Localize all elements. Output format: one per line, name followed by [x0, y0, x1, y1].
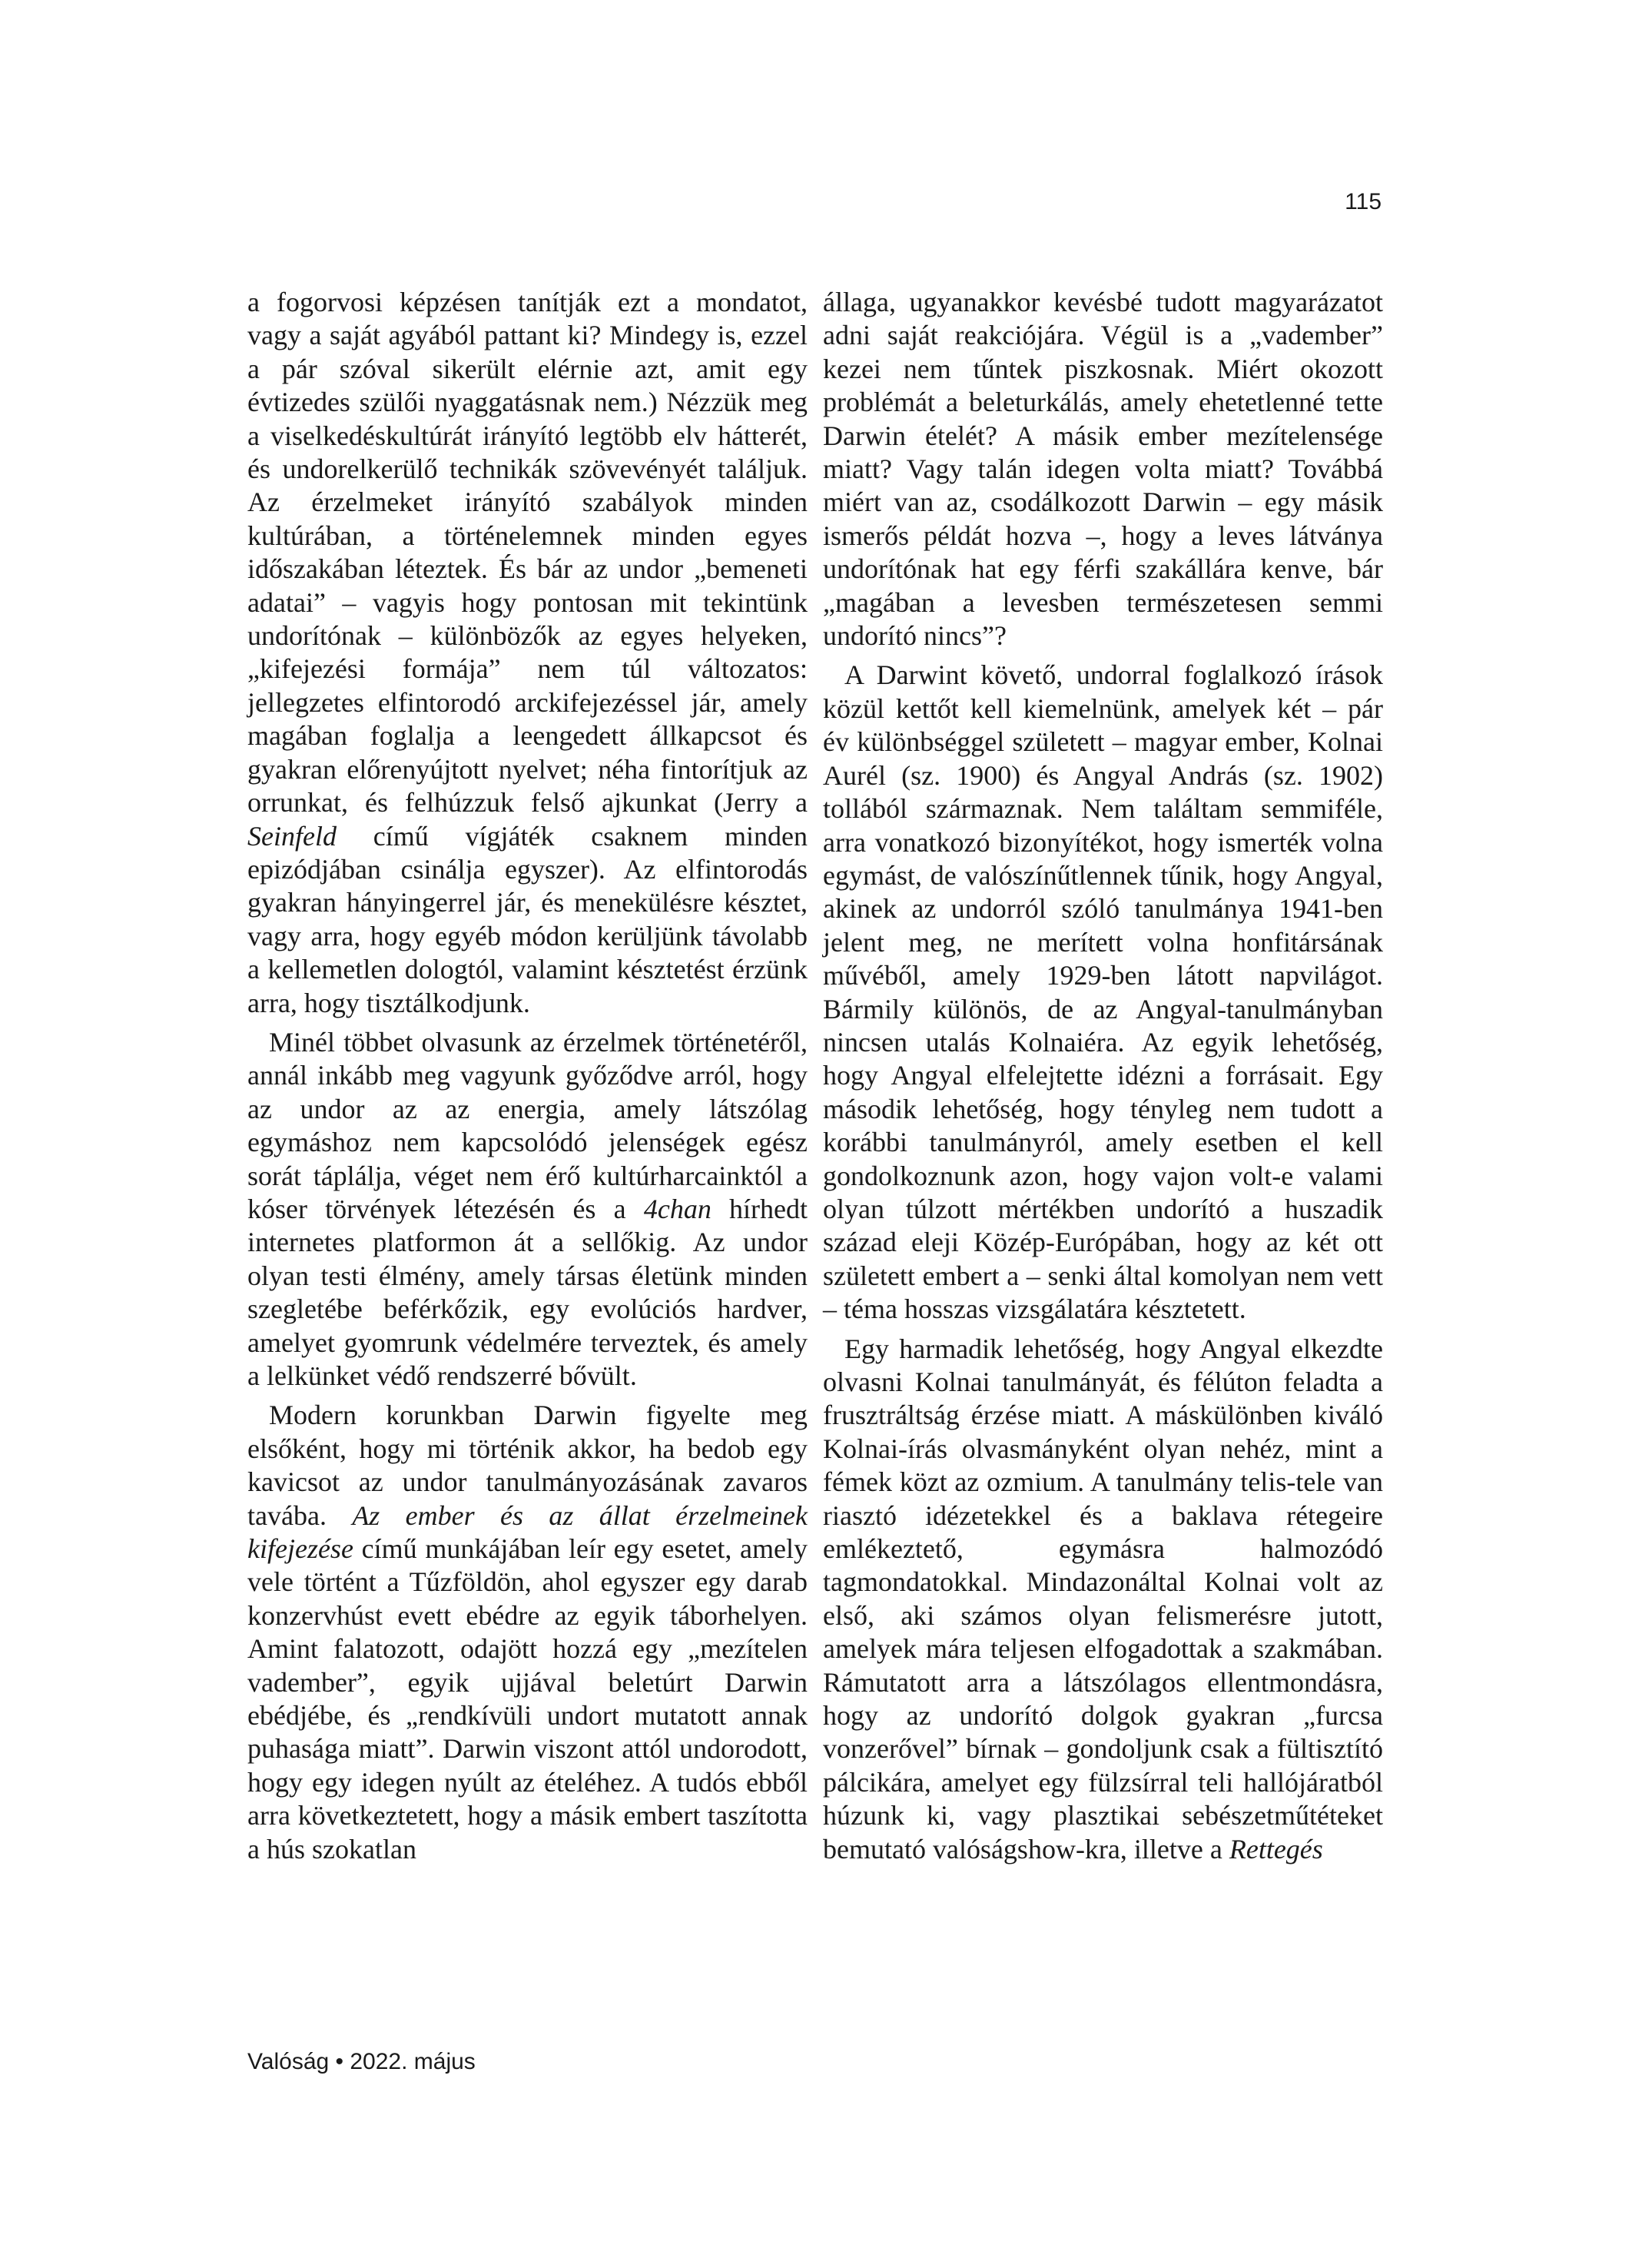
paragraph-text: a fogorvosi képzésen tanítják ezt a mondatot, vagy a saját agyából pattant ki? Mindegy is, ezzel a pár szóval sikerült elérnie azt, amit egy évtizedes szülői nyaggatásnak nem.) Nézzük meg a viselkedéskultúrát irányító legtöbb elv hátterét, és undorelkerülő technikák szövevényét találjuk. Az érzelmeket irányító szabályok minden kultúrában, a történelemnek minden egyes időszakában léteztek. És bár az undor „bemeneti adatai” – vagyis hogy pontosan mit tekintünk undorítónak – különbözők az egyes helyeken, „kifejezési formája” nem túl változatos: jellegzetes elfintorodó arckifejezéssel jár, amely magában foglalja a leengedett állkapcsot és gyakran előrenyújtott nyelvet; néha fintorítjuk az orrunkat, és felhúzzuk felső ajkunkat (Jerry a	[247, 287, 808, 819]
right-column	[823, 286, 1383, 1866]
left-column	[247, 286, 808, 1866]
paragraph-text: A Darwint követő, undorral foglalkozó írások közül kettőt kell kiemelnünk, amelyek két – pár év különbséggel született – magyar ember, Kolnai Aurél (sz. 1900) és Angyal András (sz. 1902) tollából származnak. Nem találtam semmiféle, arra vonatkozó bizonyítékot, hogy ismerték volna egymást, de valószínűtlennek tűnik, hogy Angyal, akinek az undorról szóló tanulmánya 1941-ben jelent meg, ne merített volna honfitársának művéből, amely 1929-ben látott napvilágot. Bármily különös, de az Angyal-tanulmányban nincsen utalás Kolnaiéra. Az egyik lehetőség, hogy Angyal elfelejtette idézni a forrásait. Egy második lehetőség, hogy tényleg nem tudott a korábbi tanulmányról, amely esetben el kell gondolkoznunk azon, hogy vajon volt-e valami olyan túlzott mértékben undorító a huszadik század eleji Közép-Európában, hogy az két ott született embert a – senki által komolyan nem vett – téma hosszas vizsgálatára késztetett.	[823, 659, 1383, 1325]
italic-title: Rettegés	[1229, 1833, 1323, 1865]
paragraph	[247, 1026, 808, 1393]
italic-title: Seinfeld	[247, 820, 337, 852]
paragraph-text: című vígjáték csaknem minden epizódjában csinálja egyszer). Az elfintorodás gyakran hányingerrel jár, és menekülésre késztet, vagy arra, hogy egyéb módon kerüljünk távolabb a kellemetlen dologtól, valamint késztetést érzünk arra, hogy tisztálkodjunk.	[247, 820, 808, 1018]
paragraph-text: állaga, ugyanakkor kevésbé tudott magyarázatot adni saját reakciójára. Végül is a „vadember” kezei nem tűntek piszkosnak. Miért okozott problémát a beleturkálás, amely ehetetlenné tette Darwin ételét? A másik ember mezítelensége miatt? Vagy talán idegen volta miatt? Továbbá miért van az, csodálkozott Darwin – egy másik ismerős példát hozva –, hogy a leves látványa undorítónak hat egy férfi szakállára kenve, bár „magában a levesben természetesen semmi undorító nincs”?	[823, 287, 1383, 652]
paragraph	[247, 1399, 808, 1866]
paragraph-text: Minél többet olvasunk az érzelmek történetéről, annál inkább meg vagyunk győződve arról, hogy az undor az az energia, amely látszólag egymáshoz nem kapcsolódó jelenségek egész sorát táplálja, véget nem érő kultúrharcainktól a kóser törvények létezésén és a	[247, 1026, 808, 1224]
paragraph	[823, 1333, 1383, 1867]
paragraph	[247, 286, 808, 1020]
paragraph-text: Egy harmadik lehetőség, hogy Angyal elkezdte olvasni Kolnai tanulmányát, és félúton feladta a frusztráltság érzése miatt. A máskülönben kiváló Kolnai-írás olvasmányként olyan nehéz, mint a fémek közt az ozmium. A tanulmány telis-tele van riasztó idézetekkel és a baklava rétegeire emlékeztető, egymásra halmozódó tagmondatokkal. Mindazonáltal Kolnai volt az első, aki számos olyan felismerésre jutott, amelyek mára teljesen elfogadottak a szakmában. Rámutatott arra a látszólagos ellentmondásra, hogy az undorító dolgok gyakran „furcsa vonzerővel” bírnak – gondoljunk csak a fültisztító pálcikára, amelyet egy fülzsírral teli hallójáratból húzunk ki, vagy plasztikai sebészetműtéteket bemutató valóságshow-kra, illetve a	[823, 1333, 1383, 1865]
paragraph-text: hírhedt internetes platformon át a sellőkig. Az undor olyan testi élmény, amely társas életünk minden szegletébe beférkőzik, egy evolúciós hardver, amelyet gyomrunk védelmére terveztek, és amely a lelkünket védő rendszerré bővült.	[247, 1193, 808, 1391]
footer: Valóság • 2022. május	[247, 2049, 476, 2074]
paragraph	[823, 286, 1383, 653]
page-number: 115	[1345, 189, 1382, 214]
paragraph-text: Modern korunkban Darwin figyelte meg elsőként, hogy mi történik akkor, ha bedob egy kavicsot az undor tanulmányozásának zavaros tavába.	[247, 1400, 808, 1531]
paragraph-text: című munkájában leír egy esetet, amely vele történt a Tűzföldön, ahol egyszer egy darab konzervhúst evett ebédre az egyik táborhelyen. Amint falatozott, odajött hozzá egy „mezítelen vadember”, egyik ujjával beletúrt Darwin ebédjébe, és „rendkívüli undort mutatott annak puhasága miatt”. Darwin viszont attól undorodott, hogy egy idegen nyúlt az ételéhez. A tudós ebből arra következtetett, hogy a másik embert taszította a hús szokatlan	[247, 1533, 808, 1865]
italic-title: Az ember és az állat érzelmeinek kifejezése	[247, 1499, 808, 1565]
italic-title: 4chan	[643, 1193, 712, 1224]
paragraph	[823, 659, 1383, 1326]
